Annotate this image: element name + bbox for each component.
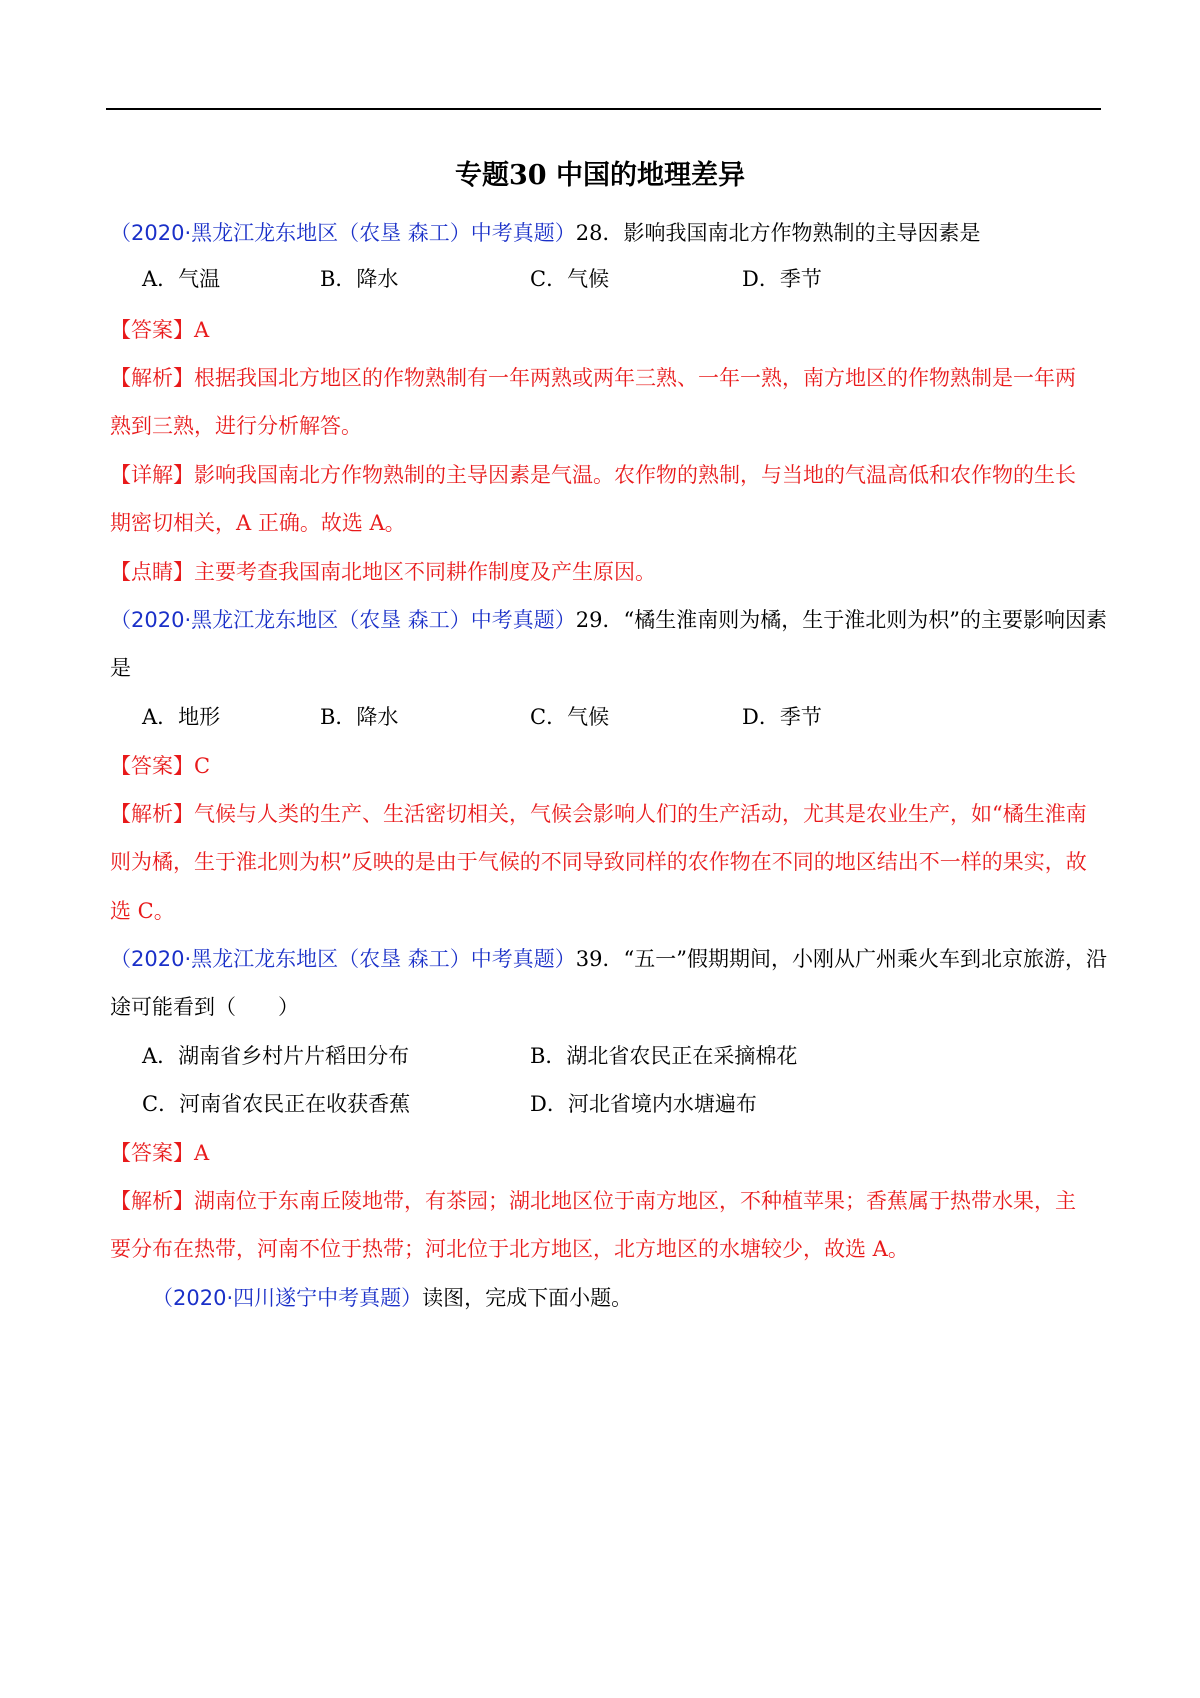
q39-analysis-line-2: 要分布在热带，河南不位于热带；河北位于北方地区，北方地区的水塘较少，故选 A。 (110, 1237, 909, 1261)
q39-option-b: B．湖北省农民正在采摘棉花 (530, 1044, 798, 1068)
q29-source: （2020·黑龙江龙东地区（农垦 森工）中考真题） (110, 608, 576, 632)
q28-detail-line-1: 【详解】影响我国南北方作物熟制的主导因素是气温。农作物的熟制，与当地的气温高低和农作物的生长 (110, 463, 1076, 487)
suining-source: （2020·四川遂宁中考真题） (152, 1286, 423, 1310)
q28-option-d: D．季节 (742, 267, 822, 291)
q29-stem-line-2: 是 (110, 656, 131, 680)
q28-source: （2020·黑龙江龙东地区（农垦 森工）中考真题） (110, 221, 576, 245)
q29-stem-line-1 (110, 605, 1107, 635)
q28-analysis-line-1: 【解析】根据我国北方地区的作物熟制有一年两熟或两年三熟、一年一熟，南方地区的作物熟制是一年两 (110, 366, 1076, 390)
q28-option-b: B．降水 (320, 267, 399, 291)
q28-stem-line (110, 218, 1102, 248)
q39-stem-line-1 (110, 944, 1107, 974)
q29-option-a: A．地形 (142, 705, 221, 729)
q29-analysis-line-2: 则为橘，生于淮北则为枳”反映的是由于气候的不同导致同样的农作物在不同的地区结出不一样的果实，故 (110, 850, 1087, 874)
q28-stem: 28．影响我国南北方作物熟制的主导因素是 (575, 221, 981, 245)
q28-comment: 【点睛】主要考查我国南北地区不同耕作制度及产生原因。 (110, 560, 656, 584)
suining-line (152, 1283, 1102, 1313)
q28-answer: 【答案】A (110, 318, 210, 342)
q29-option-b: B．降水 (320, 705, 399, 729)
header-rule (106, 108, 1101, 110)
q39-stem-line-2: 途可能看到（ ） (110, 995, 299, 1019)
q29-stem: 29．“橘生淮南则为橘，生于淮北则为枳”的主要影响因素 (575, 608, 1107, 632)
q29-analysis-line-1: 【解析】气候与人类的生产、生活密切相关，气候会影响人们的生产活动，尤其是农业生产，如“橘生淮南 (110, 802, 1087, 826)
q28-option-c: C．气候 (530, 267, 610, 291)
q39-option-d: D．河北省境内水塘遍布 (530, 1092, 757, 1116)
q39-answer: 【答案】A (110, 1141, 210, 1165)
q39-option-a: A．湖南省乡村片片稻田分布 (142, 1044, 410, 1068)
suining-text: 读图，完成下面小题。 (422, 1286, 633, 1310)
q39-option-c: C．河南省农民正在收获香蕉 (142, 1092, 411, 1116)
q28-detail-line-2: 期密切相关，A 正确。故选 A。 (110, 511, 406, 535)
q39-analysis-line-1: 【解析】湖南位于东南丘陵地带，有茶园；湖北地区位于南方地区，不种植苹果；香蕉属于热带水果，主 (110, 1189, 1076, 1213)
q39-stem: 39．“五一”假期期间，小刚从广州乘火车到北京旅游，沿 (575, 947, 1107, 971)
q28-option-a: A．气温 (142, 267, 221, 291)
q39-source: （2020·黑龙江龙东地区（农垦 森工）中考真题） (110, 947, 576, 971)
q29-option-d: D．季节 (742, 705, 822, 729)
q29-answer: 【答案】C (110, 754, 211, 778)
q28-analysis-line-2: 熟到三熟，进行分析解答。 (110, 414, 362, 438)
page-title: 专题30 中国的地理差异 (455, 160, 745, 191)
q29-option-c: C．气候 (530, 705, 610, 729)
q29-analysis-line-3: 选 C。 (110, 899, 175, 923)
